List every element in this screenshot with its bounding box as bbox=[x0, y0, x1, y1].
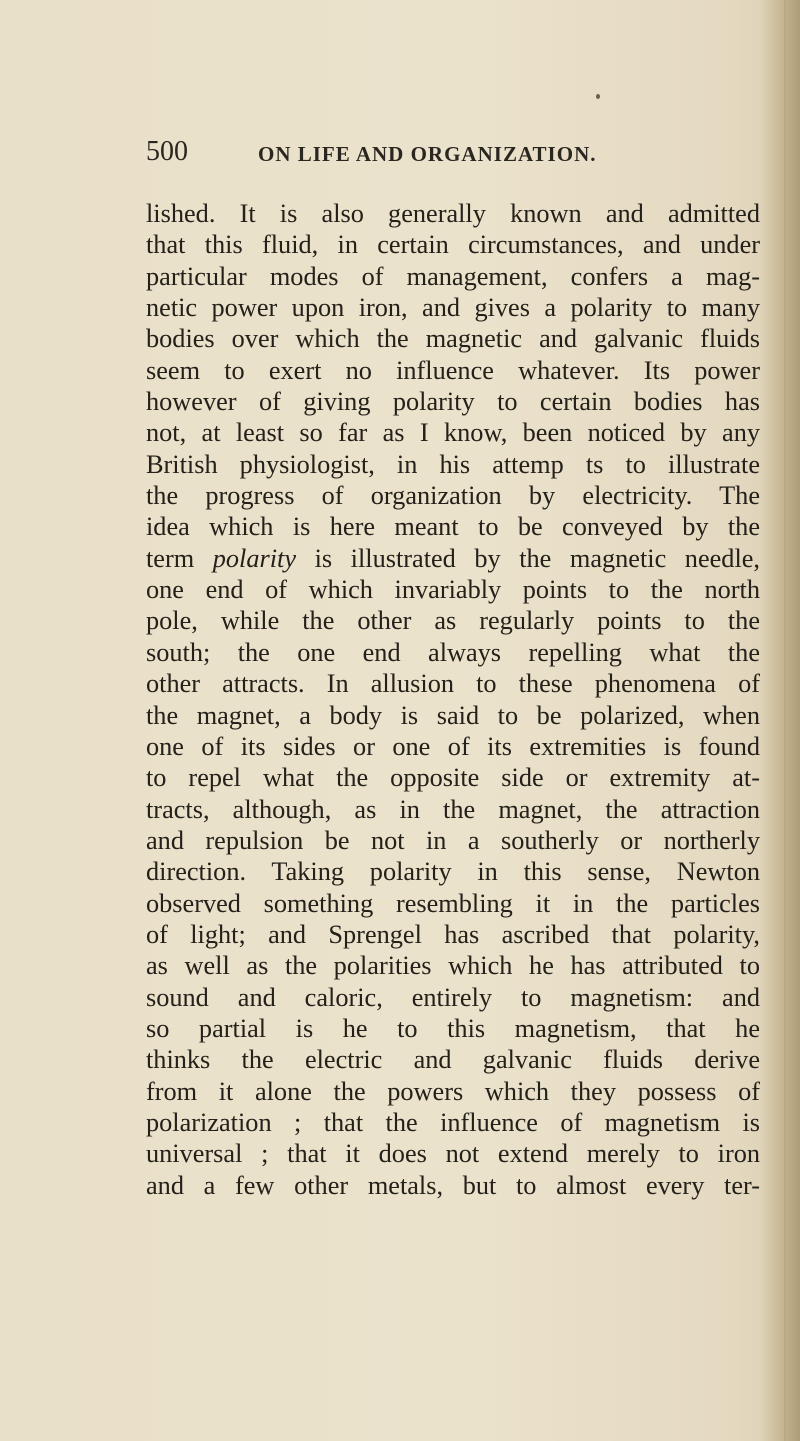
text-line-4: netic power upon iron, and gives a polarity to many bbox=[146, 293, 760, 323]
text-line-5: bodies over which the magnetic and galvanic fluids bbox=[146, 324, 760, 354]
text-line-8: not, at least so far as I know, been noticed by any bbox=[146, 418, 760, 448]
text-line-28: thinks the electric and galvanic fluids derive bbox=[146, 1045, 760, 1075]
text-line-29: from it alone the powers which they possess of bbox=[146, 1076, 760, 1106]
text-line-30: polarization ; that the influence of magnetism is bbox=[146, 1107, 760, 1137]
text-line-14: pole, while the other as regularly points to the bbox=[146, 606, 760, 636]
text-line-21: and repulsion be not in a southerly or northerly bbox=[146, 825, 760, 855]
text-line-7: however of giving polarity to certain bodies has bbox=[146, 387, 760, 417]
ink-speck bbox=[596, 94, 600, 99]
text-line-1: lished. It is also generally known and admitted bbox=[146, 199, 760, 228]
running-head: ON LIFE AND ORGANIZATION. bbox=[258, 142, 597, 166]
text-line-25: as well as the polarities which he has attributed to bbox=[146, 951, 760, 981]
text-line-15: south; the one end always repelling what the bbox=[146, 637, 760, 667]
text-line-16: other attracts. In allusion to these phenomena of bbox=[146, 669, 760, 699]
text-line-24: of light; and Sprengel has ascribed that polarity, bbox=[146, 919, 760, 949]
page-edge-shadow bbox=[760, 0, 800, 1441]
text-line-26: sound and caloric, entirely to magnetism: and bbox=[146, 982, 760, 1012]
text-polarity-italic: polarity bbox=[212, 543, 297, 573]
text-line-12 bbox=[146, 543, 760, 574]
text-line-2: that this fluid, in certain circumstances, and under bbox=[146, 230, 760, 260]
text-line-13: one end of which invariably points to the north bbox=[146, 575, 760, 605]
text-line-20: tracts, although, as in the magnet, the attraction bbox=[146, 794, 760, 824]
text-line-18: one of its sides or one of its extremities is found bbox=[146, 731, 760, 761]
page-edge-line bbox=[784, 0, 786, 1441]
text-line-22: direction. Taking polarity in this sense, Newton bbox=[146, 857, 760, 887]
text-line-32: and a few other metals, but to almost every ter- bbox=[146, 1170, 760, 1200]
text-line-19: to repel what the opposite side or extremity at- bbox=[146, 763, 760, 793]
text-line-12-rest: is illustrated by the magnetic needle, bbox=[314, 543, 760, 573]
text-term: term bbox=[146, 543, 195, 573]
text-line-17: the magnet, a body is said to be polarized, when bbox=[146, 700, 760, 730]
text-line-27: so partial is he to this magnetism, that he bbox=[146, 1013, 760, 1043]
body-text bbox=[146, 198, 760, 1201]
text-line-6: seem to exert no influence whatever. Its power bbox=[146, 355, 760, 385]
page-number: 500 bbox=[146, 136, 188, 167]
page-header bbox=[146, 136, 766, 176]
text-line-9: British physiologist, in his attemp ts to illustrate bbox=[146, 449, 760, 479]
text-line-23: observed something resembling it in the particles bbox=[146, 888, 760, 918]
text-line-3: particular modes of management, confers a mag- bbox=[146, 261, 760, 291]
text-line-10: the progress of organization by electricity. The bbox=[146, 481, 760, 511]
text-line-11: idea which is here meant to be conveyed by the bbox=[146, 512, 760, 542]
text-line-31: universal ; that it does not extend merely to iron bbox=[146, 1139, 760, 1169]
